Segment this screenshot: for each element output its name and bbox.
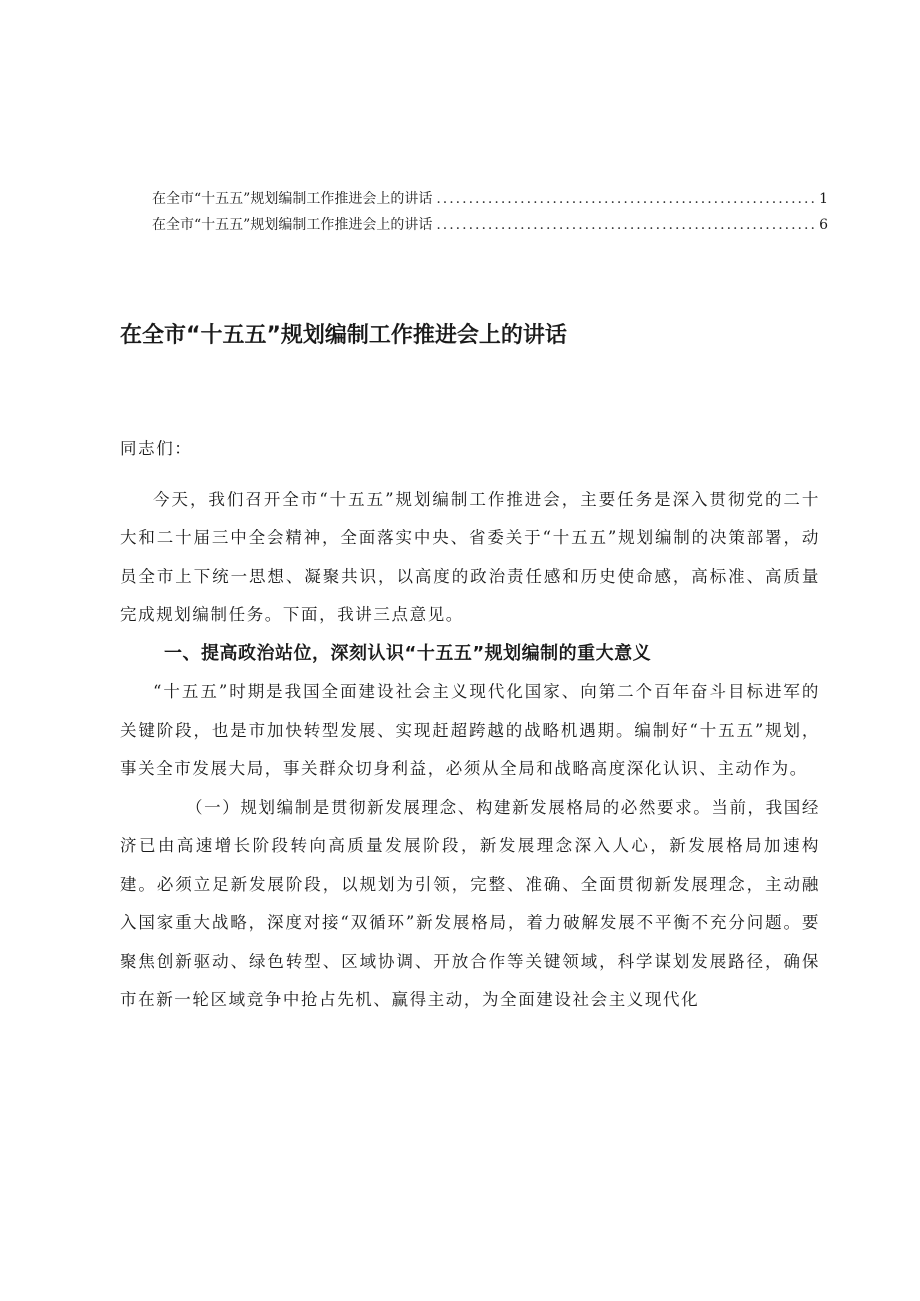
document-title: 在全市“十五五”规划编制工作推进会上的讲话 — [120, 323, 567, 348]
toc-entry-page: 6 — [819, 217, 828, 233]
table-of-contents — [152, 186, 828, 238]
toc-entry-title: 在全市“十五五”规划编制工作推进会上的讲话 — [152, 191, 433, 207]
toc-entry-title: 在全市“十五五”规划编制工作推进会上的讲话 — [152, 217, 433, 233]
toc-entry[interactable] — [152, 186, 828, 212]
toc-entry-page: 1 — [819, 191, 828, 207]
document-body — [120, 430, 820, 1020]
section-paragraph: “十五五”时期是我国全面建设社会主义现代化国家、向第二个百年奋斗目标进军的关键阶段，也是市加快转型发展、实现赶超跨越的战略机遇期。编制好“十五五”规划，事关全市发展大局，事关群众切身利益，必须从全局和战略高度深化认识、主动作为。 — [120, 682, 820, 778]
intro-paragraph: 今天，我们召开全市“十五五”规划编制工作推进会，主要任务是深入贯彻党的二十大和二十届三中全会精神，全面落实中央、省委关于“十五五”规划编制的决策部署，动员全市上下统一思想、凝聚共识，以高度的政治责任感和历史使命感，高标准、高质量完成规划编制任务。下面，我讲三点意见。 — [120, 489, 820, 624]
section-heading: 一、提高政治站位，深刻认识“十五五”规划编制的重大意义 — [164, 642, 652, 664]
toc-dot-leader — [436, 186, 815, 212]
toc-dot-leader — [436, 212, 815, 238]
toc-entry[interactable] — [152, 212, 828, 238]
salutation: 同志们： — [120, 439, 193, 458]
subsection-paragraph: （一）规划编制是贯彻新发展理念、构建新发展格局的必然要求。当前，我国经济已由高速增长阶段转向高质量发展阶段，新发展理念深入人心，新发展格局加速构建。必须立足新发展阶段，以规划为引领，完整、准确、全面贯彻新发展理念，主动融入国家重大战略，深度对接“双循环”新发展格局，着力破解发展不平衡不充分问题。要聚焦创新驱动、绿色转型、区域协调、开放合作等关键领域，科学谋划发展路径，确保市在新一轮区域竞争中抢占先机、赢得主动，为全面建设社会主义现代化 — [120, 797, 820, 1009]
